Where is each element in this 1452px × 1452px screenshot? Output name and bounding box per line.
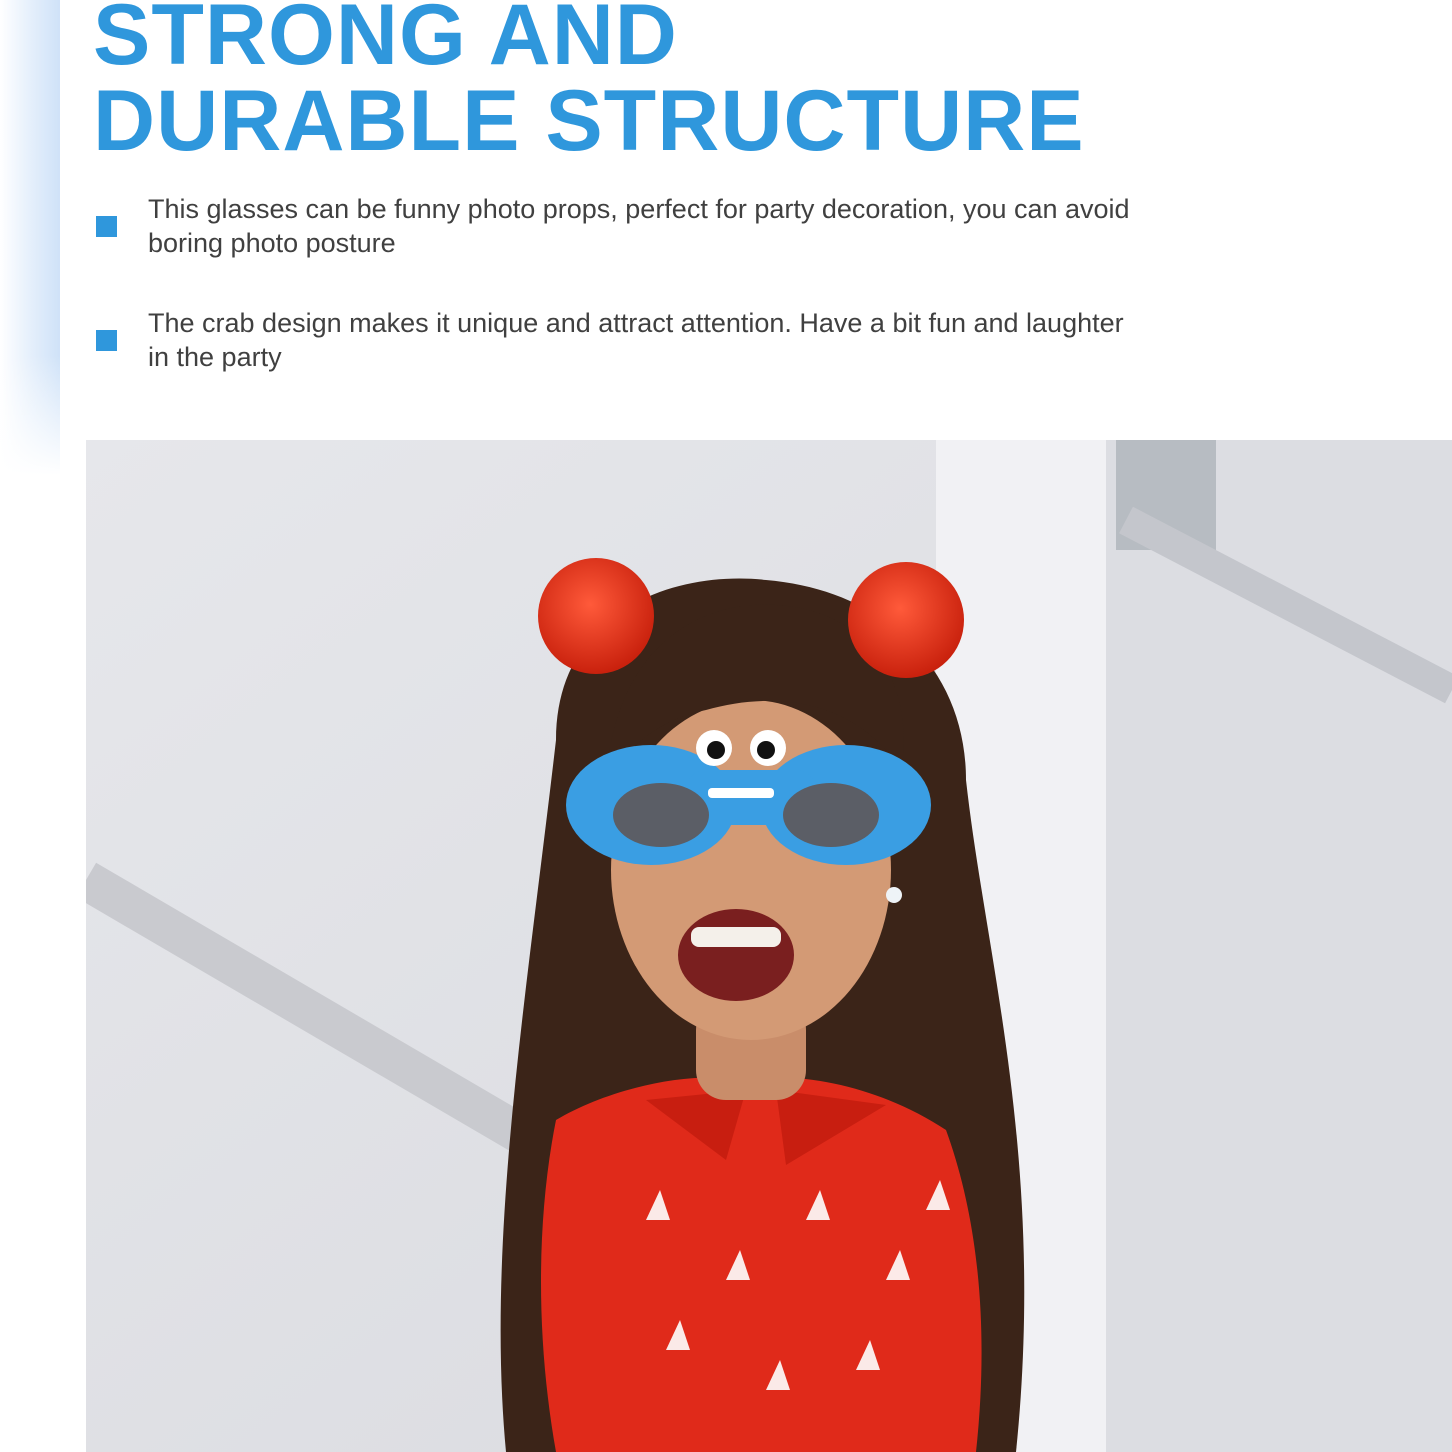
square-bullet-icon — [96, 216, 117, 237]
feature-text: This glasses can be funny photo props, perfect for party decoration, you can avoid boring photo posture — [148, 194, 1130, 258]
girl-wearing-crab-glasses-illustration — [86, 440, 1452, 1452]
side-gradient-decoration — [0, 0, 60, 475]
feature-list — [96, 192, 1156, 420]
page-title: STRONG AND DURABLE STRUCTURE — [93, 0, 1085, 169]
feature-item — [96, 306, 1156, 374]
feature-text: The crab design makes it unique and attract attention. Have a bit fun and laughter in the party — [148, 308, 1124, 372]
feature-item — [96, 192, 1156, 260]
product-photo — [86, 440, 1452, 1452]
square-bullet-icon — [96, 330, 117, 351]
